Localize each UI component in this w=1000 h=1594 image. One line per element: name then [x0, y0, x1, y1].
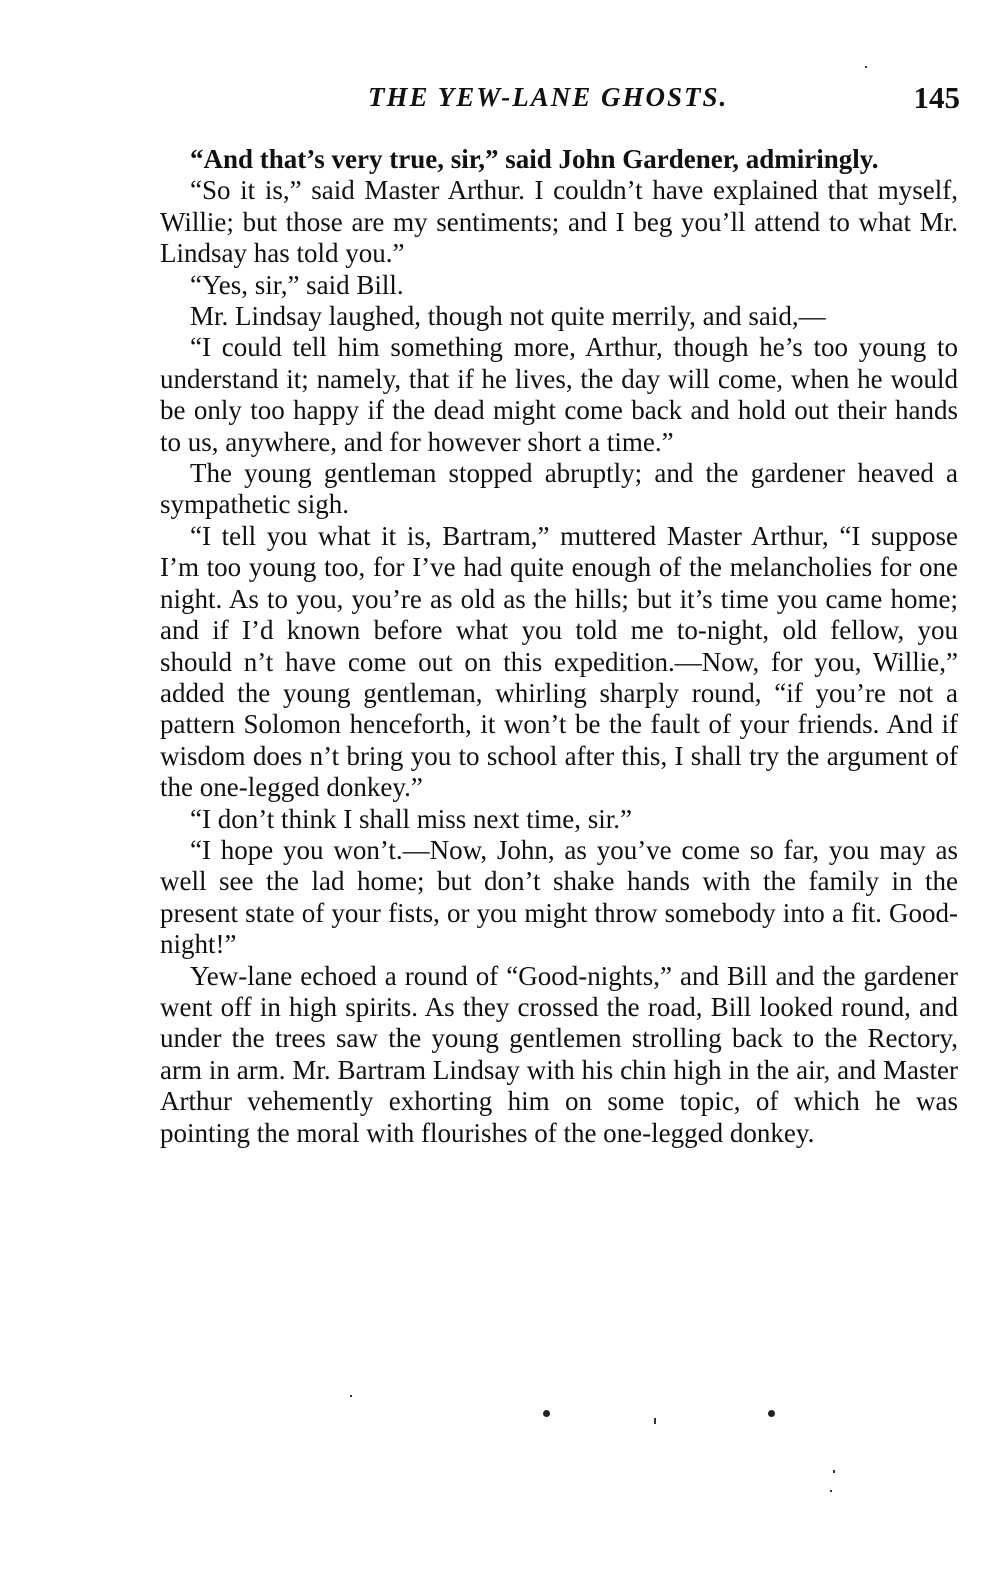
paragraph: “I could tell him something more, Arthur, though he’s too young to understand it; namely, that if he lives, the day will come, when he would be only too happy if the dead might come back and hold out their hands to us, anywhere, and for however short a time.”: [160, 332, 958, 457]
ornament-dot: [543, 1410, 550, 1417]
paragraph: Yew-lane echoed a round of “Good-nights,” and Bill and the gardener went off in high spirits. As they crossed the road, Bill looked round, and under the trees saw the young gentlemen strolling back to the Rectory, arm in arm. Mr. Bartram Lindsay with his chin high in the air, and Master Arthur vehemently exhorting him on some topic, of which he was pointing the moral with flourishes of the one-legged donkey.: [160, 960, 958, 1148]
paragraph: “I tell you what it is, Bartram,” muttered Master Arthur, “I suppose I’m too young too, for I’ve had quite enough of the melancholies for one night. As to you, you’re as old as the hills; but it’s time you came home; and if I’d known before what you told me to-night, old fellow, you should n’t have come out on this expedition.—Now, for you, Willie,” added the young gentleman, whirling sharply round, “if you’re not a pattern Solomon henceforth, it won’t be the fault of your friends. And if wisdom does n’t bring you to school after this, I shall try the argument of the one-legged donkey.”: [160, 520, 958, 803]
paragraph: “And that’s very true, sir,” said John Gardener, admiringly.: [190, 144, 879, 174]
paragraph: “Yes, sir,” said Bill.: [190, 269, 404, 300]
paragraph: Mr. Lindsay laughed, though not quite merrily, and said,—: [190, 301, 826, 332]
paragraph: “I don’t think I shall miss next time, sir.”: [190, 803, 632, 834]
running-title: THE YEW-LANE GHOSTS.: [368, 82, 729, 112]
print-speck: [654, 1418, 656, 1424]
running-head: [160, 82, 960, 122]
print-speck: [833, 1470, 835, 1473]
page-number: 145: [913, 80, 960, 115]
print-speck: [350, 1395, 352, 1397]
body-text: [160, 144, 958, 1149]
paragraph: The young gentleman stopped abruptly; and the gardener heaved a sympathetic sigh.: [160, 458, 958, 520]
paragraph: “So it is,” said Master Arthur. I couldn’t have explained that myself, Willie; but those are my sentiments; and I beg you’ll attend to what Mr. Lindsay has told you.”: [160, 175, 958, 269]
paragraph: “I hope you won’t.—Now, John, as you’ve come so far, you may as well see the lad home; but don’t shake hands with the family in the present state of your fists, or you might throw somebody into a fit. Good-night!”: [160, 834, 958, 960]
print-speck: [830, 1490, 832, 1492]
print-speck: [865, 66, 867, 68]
ornament-dot: [768, 1410, 775, 1417]
